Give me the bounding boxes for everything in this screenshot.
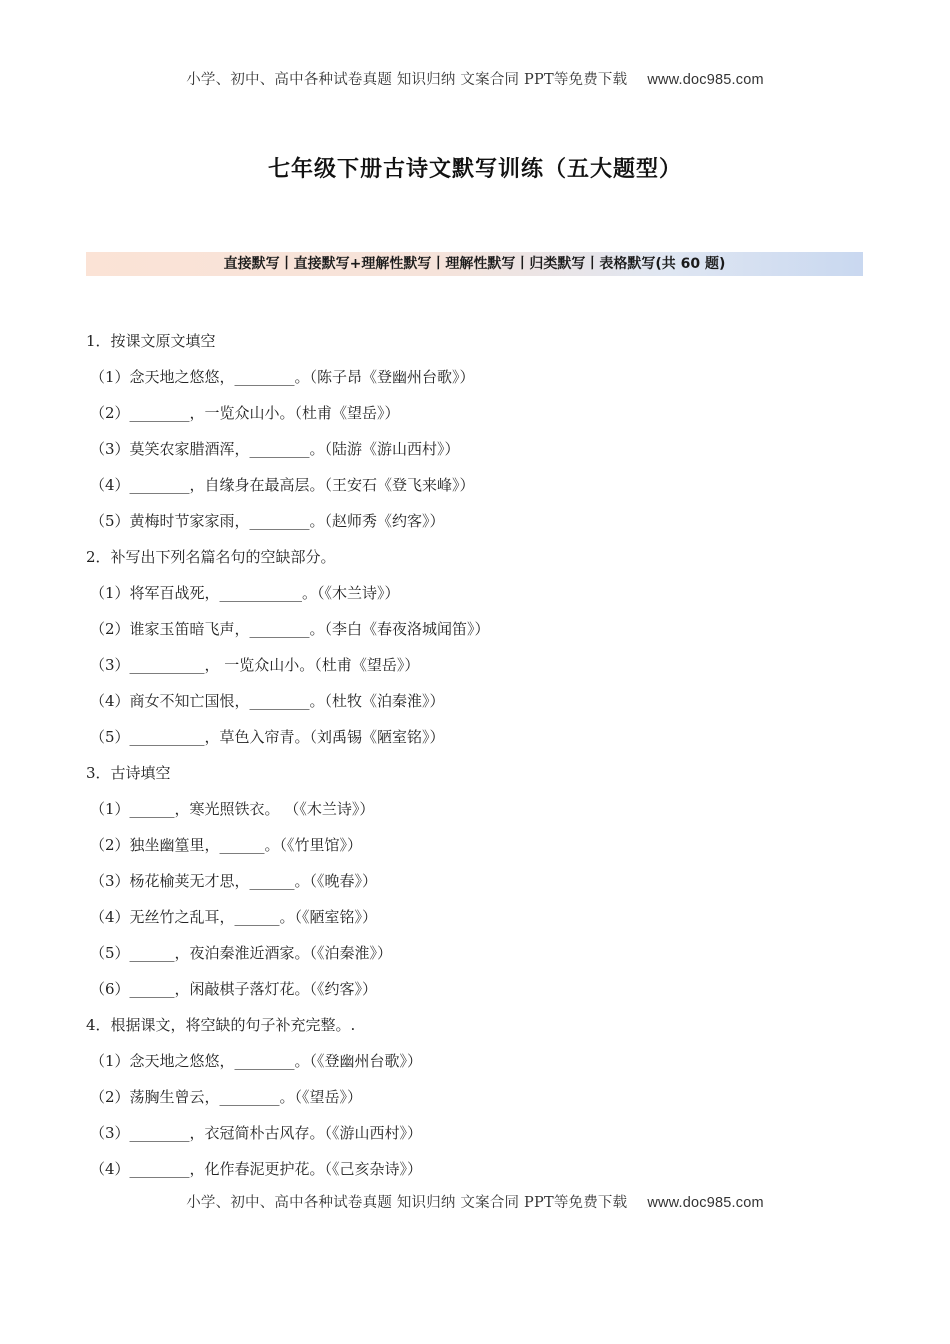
question-item: （3）杨花榆荚无才思，______。（《晚春》） bbox=[90, 872, 378, 890]
question-item: （1）念天地之悠悠，________。（陈子昂《登幽州台歌》） bbox=[90, 368, 475, 386]
page-footer bbox=[0, 1191, 950, 1212]
question-item: （2）独坐幽篁里，______。（《竹里馆》） bbox=[90, 836, 363, 854]
question-item: （5）黄梅时节家家雨，________。（赵师秀《约客》） bbox=[90, 512, 445, 530]
question-item: （4）无丝竹之乱耳，______。（《陋室铭》） bbox=[90, 908, 378, 926]
question-item: （1）______，寒光照铁衣。 （《木兰诗》） bbox=[90, 800, 375, 818]
question-list bbox=[86, 329, 866, 1193]
question-item: （5）__________，草色入帘青。（刘禹锡《陋室铭》） bbox=[90, 728, 445, 746]
question-item: （1）将军百战死，___________。（《木兰诗》） bbox=[90, 584, 400, 602]
question-item: （2）谁家玉笛暗飞声，________。（李白《春夜洛城闻笛》） bbox=[90, 620, 490, 638]
question-title: 2．补写出下列名篇名句的空缺部分。 bbox=[86, 548, 336, 566]
question-type-banner bbox=[86, 252, 863, 276]
question-item: （4）________，自缘身在最高层。（王安石《登飞来峰》） bbox=[90, 476, 475, 494]
question-item: （4）________，化作春泥更护花。（《己亥杂诗》） bbox=[90, 1160, 423, 1178]
footer-text: 小学、初中、高中各种试卷真题 知识归纳 文案合同 PPT等免费下载 bbox=[186, 1195, 628, 1211]
document-title: 七年级下册古诗文默写训练（五大题型） bbox=[267, 157, 682, 182]
question-item: （4）商女不知亡国恨，________。（杜牧《泊秦淮》） bbox=[90, 692, 445, 710]
question-item: （2）________，一览众山小。（杜甫《望岳》） bbox=[90, 404, 400, 422]
header-url[interactable]: www.doc985.com bbox=[647, 72, 764, 88]
question-title: 3．古诗填空 bbox=[86, 764, 171, 782]
footer-url[interactable]: www.doc985.com bbox=[647, 1195, 764, 1211]
question-item: （5）______，夜泊秦淮近酒家。（《泊秦淮》） bbox=[90, 944, 393, 962]
question-title: 4．根据课文，将空缺的句子补充完整。. bbox=[86, 1016, 356, 1034]
question-item: （6）______，闲敲棋子落灯花。（《约客》） bbox=[90, 980, 378, 998]
question-title: 1．按课文原文填空 bbox=[86, 332, 216, 350]
question-item: （2）荡胸生曾云，________。（《望岳》） bbox=[90, 1088, 363, 1106]
banner-text: 直接默写丨直接默写+理解性默写丨理解性默写丨归类默写丨表格默写(共 60 题) bbox=[223, 256, 726, 272]
question-item: （3）________，衣冠简朴古风存。（《游山西村》） bbox=[90, 1124, 423, 1142]
page-header bbox=[0, 68, 950, 89]
question-item: （3）莫笑农家腊酒浑，________。（陆游《游山西村》） bbox=[90, 440, 460, 458]
question-item: （1）念天地之悠悠，________。（《登幽州台歌》） bbox=[90, 1052, 423, 1070]
question-item: （3）__________， 一览众山小。（杜甫《望岳》） bbox=[90, 656, 420, 674]
header-text: 小学、初中、高中各种试卷真题 知识归纳 文案合同 PPT等免费下载 bbox=[186, 72, 628, 88]
